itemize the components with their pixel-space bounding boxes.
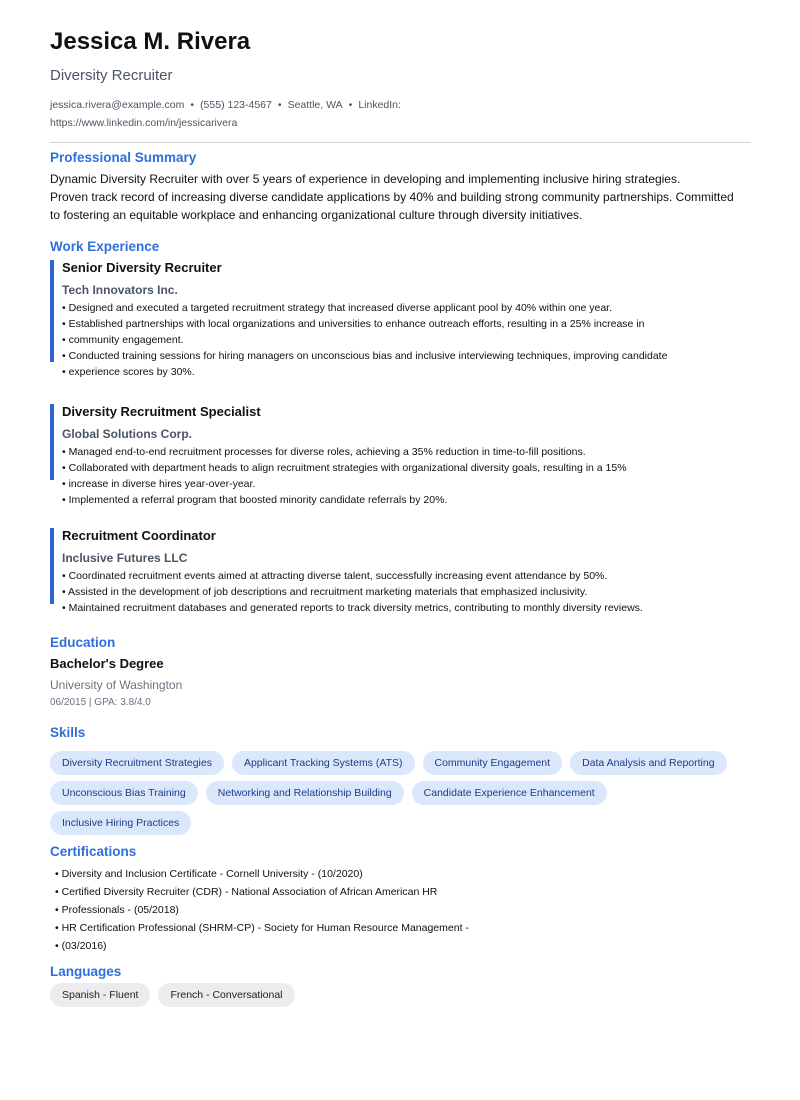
certifications-list [50, 865, 751, 955]
job-bullet: • Maintained recruitment databases and generated reports to track diversity metrics, contributing to monthly diversity reviews. [62, 602, 643, 614]
candidate-name: Jessica M. Rivera [50, 28, 251, 55]
skill-chip: Candidate Experience Enhancement [412, 781, 607, 805]
job-bullets [62, 444, 751, 508]
certification-line: • Diversity and Inclusion Certificate - Cornell University - (10/2020) [55, 868, 363, 880]
contact-location: Seattle, WA [287, 99, 343, 111]
education-meta: 06/2015 | GPA: 3.8/4.0 [50, 697, 151, 708]
skill-chip: Community Engagement [423, 751, 563, 775]
job-bullet: • Implemented a referral program that boosted minority candidate referrals by 20%. [62, 494, 448, 506]
certification-line: • Professionals - (05/2018) [55, 904, 179, 916]
contact-separator: • [277, 99, 282, 111]
skill-chip: Networking and Relationship Building [206, 781, 404, 805]
summary-text [50, 170, 751, 224]
contact-linkedin-url[interactable]: https://www.linkedin.com/in/jessicarivera [50, 117, 238, 129]
language-chip: French - Conversational [158, 983, 294, 1007]
education-school: University of Washington [50, 678, 183, 692]
education-heading: Education [50, 635, 116, 650]
job-bullet: • Assisted in the development of job descriptions and recruitment marketing materials that emphasized inclusivity. [62, 586, 588, 598]
certification-line: • (03/2016) [55, 940, 107, 952]
summary-heading: Professional Summary [50, 150, 197, 165]
education-degree: Bachelor's Degree [50, 656, 164, 671]
contact-email[interactable]: jessica.rivera@example.com [50, 99, 185, 111]
job-entry [50, 404, 751, 508]
certification-line: • HR Certification Professional (SHRM-CP) - Society for Human Resource Management - [55, 922, 469, 934]
contact-separator: • [190, 99, 195, 111]
contact-linkedin-label: LinkedIn: [358, 99, 401, 111]
job-bullet: • Conducted training sessions for hiring managers on unconscious bias and inclusive interviewing techniques, improving candidate [62, 350, 668, 362]
job-bullet: • Collaborated with department heads to align recruitment strategies with organizational diversity goals, resulting in a 15% [62, 462, 627, 474]
job-bullet: • increase in diverse hires year-over-year. [62, 478, 256, 490]
summary-line: to fostering an equitable workplace and enhancing organizational culture through diversity initiatives. [50, 208, 583, 222]
job-bullets [62, 300, 751, 380]
skills-list [50, 751, 750, 835]
skills-section [50, 724, 751, 835]
job-company: Tech Innovators Inc. [62, 283, 178, 297]
job-entry [50, 528, 751, 616]
job-title: Recruitment Coordinator [62, 528, 216, 543]
skills-heading: Skills [50, 725, 86, 740]
header-divider [50, 142, 751, 143]
skill-chip: Inclusive Hiring Practices [50, 811, 191, 835]
contact-separator: • [348, 99, 353, 111]
skill-chip: Diversity Recruitment Strategies [50, 751, 224, 775]
summary-line: Proven track record of increasing diverse candidate applications by 40% and building strong community partnerships. Committed [50, 190, 734, 204]
languages-heading: Languages [50, 964, 122, 979]
resume-page [50, 28, 751, 1007]
job-bullet: • Managed end-to-end recruitment processes for diverse roles, achieving a 35% reduction in time-to-fill positions. [62, 446, 586, 458]
experience-section [50, 238, 751, 616]
job-title: Senior Diversity Recruiter [62, 260, 222, 275]
job-company: Inclusive Futures LLC [62, 551, 188, 565]
certifications-heading: Certifications [50, 844, 137, 859]
job-title: Diversity Recruitment Specialist [62, 404, 261, 419]
resume-header [50, 28, 751, 143]
job-accent-bar [50, 260, 54, 362]
job-bullet: • Designed and executed a targeted recruitment strategy that increased diverse applicant pool by 40% within one year. [62, 302, 613, 314]
job-bullet: • community engagement. [62, 334, 184, 346]
job-bullet: • experience scores by 30%. [62, 366, 195, 378]
education-section [50, 634, 751, 710]
job-company: Global Solutions Corp. [62, 427, 192, 441]
skill-chip: Applicant Tracking Systems (ATS) [232, 751, 415, 775]
skill-chip: Unconscious Bias Training [50, 781, 198, 805]
job-bullet: • Coordinated recruitment events aimed at attracting diverse talent, successfully increasing event attendance by 50%. [62, 570, 608, 582]
certification-line: • Certified Diversity Recruiter (CDR) - National Association of African American HR [55, 886, 438, 898]
job-bullet: • Established partnerships with local organizations and universities to enhance outreach efforts, resulting in a 25% increase in [62, 318, 645, 330]
job-bullets [62, 568, 751, 616]
job-accent-bar [50, 404, 54, 480]
job-entry [50, 260, 751, 380]
contact-info [50, 96, 751, 132]
experience-heading: Work Experience [50, 239, 160, 254]
certifications-section [50, 843, 751, 955]
language-chip: Spanish - Fluent [50, 983, 150, 1007]
contact-phone: (555) 123-4567 [200, 99, 272, 111]
job-accent-bar [50, 528, 54, 604]
candidate-title: Diversity Recruiter [50, 67, 173, 84]
summary-line: Dynamic Diversity Recruiter with over 5 years of experience in developing and implementing inclusive hiring strategies. [50, 172, 681, 186]
skill-chip: Data Analysis and Reporting [570, 751, 727, 775]
summary-section [50, 149, 751, 224]
languages-list [50, 983, 750, 1007]
languages-section [50, 963, 751, 1007]
